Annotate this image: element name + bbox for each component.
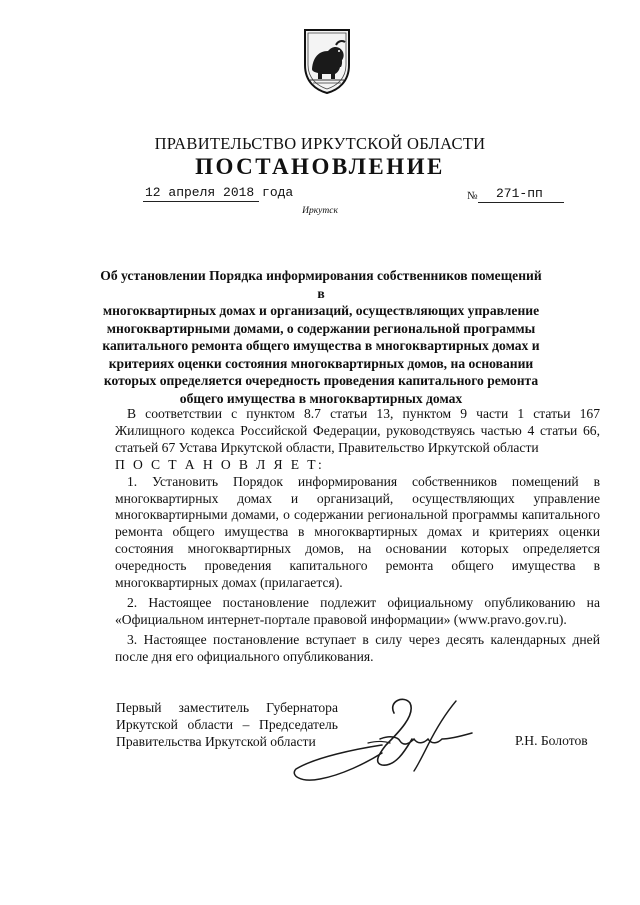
title-line: критериях оценки состояния многоквартирных домов, на основании	[108, 355, 534, 371]
item-1-paragraph: 1. Установить Порядок информирования собственников помещений в многоквартирных домах и организаций, осуществляющих управление многоквартирными домами, о содержании региональной программы капитального ремонта общего имущества в многоквартирных домах и критериях оценки состояния многоквартирных домов, на основании которых определяется очередность проведения капитального ремонта общего имущества в многоквартирных домах (прилагается).	[115, 473, 600, 591]
document-date-field	[143, 184, 294, 202]
title-line: многоквартирными домами, о содержании региональной программы	[106, 320, 536, 336]
document-body	[115, 406, 600, 666]
item-2-paragraph: 2. Настоящее постановление подлежит официальному опубликованию на «Официальном интернет-портале правовой информации» (www.pravo.gov.ru).	[115, 594, 600, 627]
title-line: которых определяется очередность проведения капитального ремонта	[103, 373, 539, 388]
signer-position-line: Правительства Иркутской области	[116, 734, 316, 749]
document-type: ПОСТАНОВЛЕНИЕ	[195, 154, 445, 179]
number-sign: №	[467, 190, 478, 202]
document-date: 12 апреля 2018 года	[145, 185, 294, 200]
coat-of-arms-icon	[302, 27, 352, 95]
decree-word: П О С Т А Н О В Л Я Е Т:	[115, 456, 325, 472]
handwritten-signature-icon	[286, 693, 476, 788]
document-title	[95, 267, 547, 407]
title-line: Об установлении Порядка информирования собственников помещений в	[100, 268, 542, 301]
item-3-paragraph: 3. Настоящее постановление вступает в силу через десять календарных дней после дня его официального опубликования.	[115, 631, 600, 664]
signer-position-line: Иркутской области – Председатель	[116, 717, 338, 732]
document-number: 271-пп	[496, 186, 543, 201]
government-name: ПРАВИТЕЛЬСТВО ИРКУТСКОЙ ОБЛАСТИ	[154, 134, 486, 153]
title-line: общего имущества в многоквартирных домах	[179, 390, 463, 406]
signer-name: Р.Н. Болотов	[515, 733, 588, 748]
city-name: Иркутск	[302, 206, 338, 216]
preamble-paragraph: В соответствии с пунктом 8.7 статьи 13, пунктом 9 части 1 статьи 167 Жилищного кодекса Российской Федерации, руководствуясь частью 4 статьи 66, статьей 67 Устава Иркутской области, Правительство Иркутской области	[115, 406, 600, 455]
document-number-field	[478, 185, 564, 203]
title-line: многоквартирных домах и организаций, осуществляющих управление	[102, 303, 540, 318]
title-line: капитального ремонта общего имущества в многоквартирных домах и	[102, 338, 540, 353]
signer-position-line: Первый заместитель Губернатора	[116, 700, 338, 715]
